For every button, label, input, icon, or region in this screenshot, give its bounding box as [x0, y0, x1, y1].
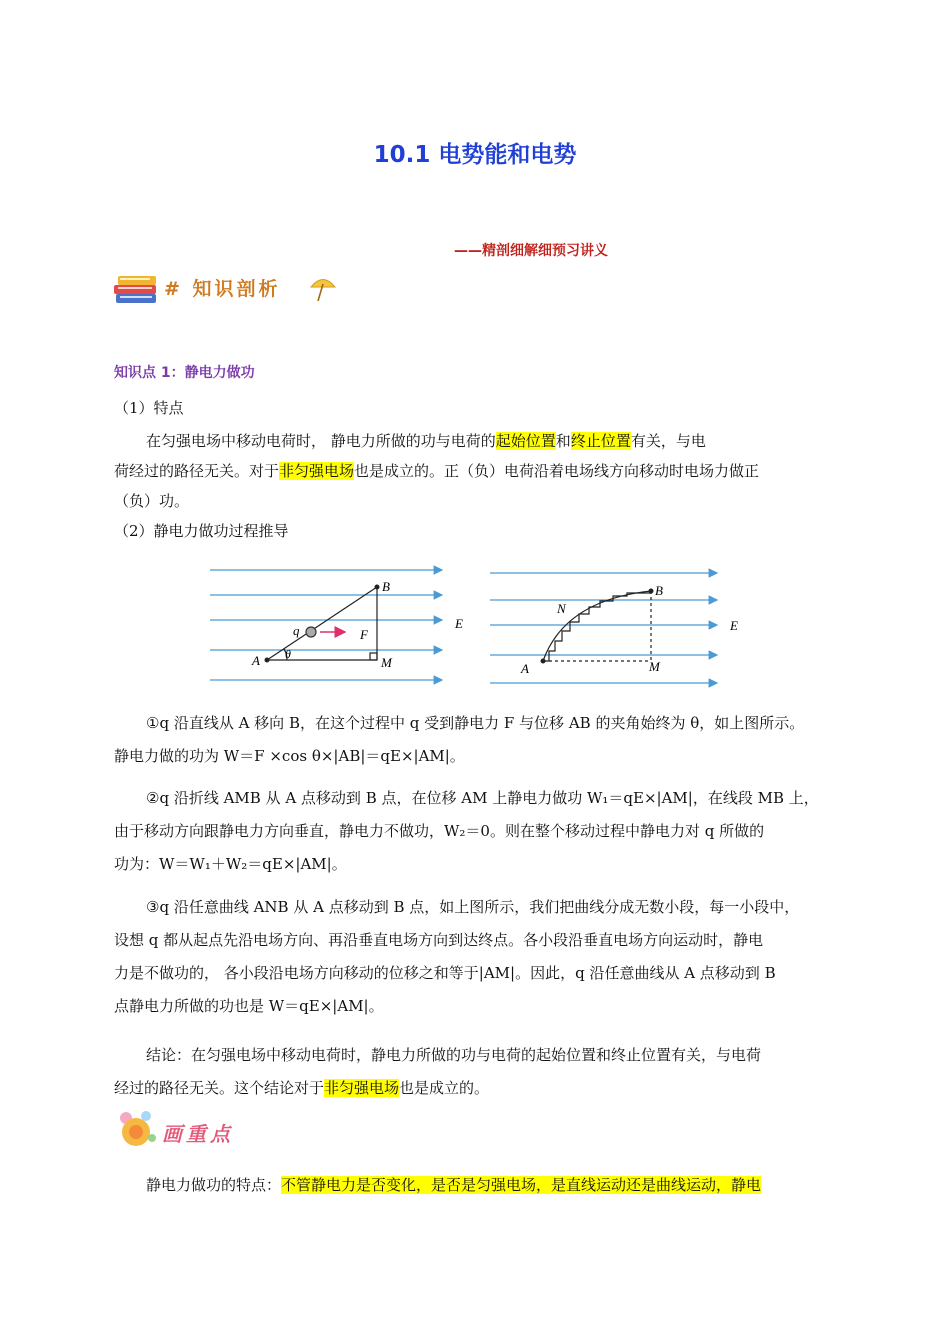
- key-point-badge: [112, 1108, 292, 1152]
- conclusion: 结论：在匀强电场中移动电荷时，静电力所做的功与电荷的起始位置和终止位置有关，与电荷 经过的路径无关。这个结论对于非匀强电场也是成立的。: [114, 1046, 762, 1097]
- label-M-left: M: [381, 655, 392, 670]
- left-triangle: [267, 587, 377, 660]
- label-E-left: E: [455, 616, 463, 631]
- books-icon: [112, 270, 162, 308]
- label-F: F: [360, 627, 368, 642]
- derivation-item-3: ③q 沿任意曲线 ANB 从 A 点移动到 B 点，如上图所示，我们把曲线分成无数小段，每一小段中， 设想 q 都从起点先沿电场方向、再沿垂直电场方向到达终点。各小段沿垂直电场方向运动时，静电 力是不做功的， 各小段沿电场方向移动的位移之和等于|AM|。因此，q 沿任意曲线从 A 点移动到 B 点静电力所做的功也是 W＝qE×|AM|。: [114, 898, 800, 1015]
- label-E-right: E: [730, 618, 738, 633]
- page-title: 10.1 电势能和电势: [373, 142, 577, 168]
- sub-heading-features: （1）特点: [114, 399, 184, 417]
- field-diagrams: [205, 555, 765, 695]
- left-field-lines: [210, 570, 442, 680]
- label-B-right: B: [655, 583, 663, 598]
- label-M-right: M: [649, 659, 660, 674]
- section-badge: [112, 270, 342, 310]
- paragraph-features: 在匀强电场中移动电荷时， 静电力所做的功与电荷的起始位置和终止位置有关，与电 荷经过的路径无关。对于非匀强电场也是成立的。正（负）电荷沿着电场线方向移动时电场力做正 （负）功。: [114, 432, 760, 510]
- label-theta: θ: [285, 647, 291, 661]
- label-A-left: A: [252, 653, 260, 668]
- sub-heading-derivation: （2）静电力做功过程推导: [114, 522, 289, 540]
- key-point-label: 画重点: [162, 1122, 234, 1146]
- section-badge-label: # 知识剖析: [164, 278, 281, 300]
- label-q: q: [293, 623, 300, 638]
- page-subtitle: ——精剖细解细预习讲义: [454, 243, 608, 259]
- label-N: N: [557, 601, 566, 616]
- label-B-left: B: [382, 579, 390, 594]
- point-heading: 知识点 1：静电力做功: [114, 365, 255, 381]
- derivation-item-2: ②q 沿折线 AMB 从 A 点移动到 B 点，在位移 AM 上静电力做功 W₁＝qE×|AM|，在线段 MB 上， 由于移动方向跟静电力方向垂直，静电力不做功，W₂＝0。则在整个移动过程中静电力对 q 所做的 功为：W＝W₁＋W₂＝qE×|AM|。: [114, 789, 819, 873]
- derivation-item-1: ①q 沿直线从 A 移向 B，在这个过程中 q 受到静电力 F 与位移 AB 的夹角始终为 θ，如上图所示。 静电力做的功为 W＝F ×cos θ×|AB|＝qE×|AM|。: [114, 714, 805, 765]
- umbrella-icon: [308, 274, 338, 304]
- charge-q: [306, 627, 316, 637]
- flower-icon: [112, 1108, 160, 1150]
- last-paragraph: 静电力做功的特点：不管静电力是否变化，是否是匀强电场，是直线运动还是曲线运动，静电: [146, 1176, 762, 1194]
- label-A-right: A: [521, 661, 529, 676]
